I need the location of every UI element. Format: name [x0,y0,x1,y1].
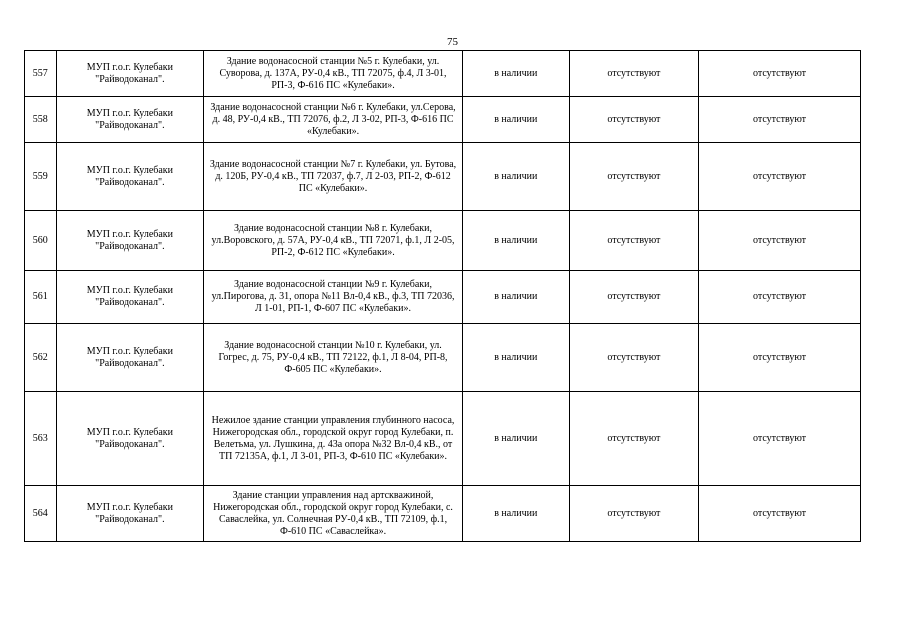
table-row [25,392,861,486]
availability-cell: в наличии [462,392,569,486]
owner-cell: МУП г.о.г. Кулебаки "Райводоканал". [56,486,204,542]
availability-cell: в наличии [462,211,569,271]
object-cell: Здание станции управления над артскважиной, Нижегородская обл., городской округ город Кулебаки, с. Саваслейка, ул. Солнечная РУ-0,4 кВ., ТП 72109, ф.1, Ф-610 ПС «Саваслейка». [204,486,463,542]
status-cell-a: отсутствуют [569,211,698,271]
status-cell-b: отсутствуют [699,271,861,324]
page-number: 75 [447,36,458,48]
availability-cell: в наличии [462,271,569,324]
owner-cell: МУП г.о.г. Кулебаки "Райводоканал". [56,324,204,392]
row-number: 559 [25,143,57,211]
row-number: 557 [25,51,57,97]
table-row [25,97,861,143]
status-cell-b: отсутствуют [699,97,861,143]
table-row [25,211,861,271]
owner-cell: МУП г.о.г. Кулебаки "Райводоканал". [56,271,204,324]
status-cell-b: отсутствуют [699,486,861,542]
availability-cell: в наличии [462,143,569,211]
object-cell: Здание водонасосной станции №10 г. Кулебаки, ул. Гогрес, д. 75, РУ-0,4 кВ., ТП 72122, ф.1, Л 8-04, РП-8, Ф-605 ПС «Кулебаки». [204,324,463,392]
status-cell-b: отсутствуют [699,51,861,97]
table-row [25,143,861,211]
status-cell-a: отсутствуют [569,324,698,392]
row-number: 564 [25,486,57,542]
status-cell-b: отсутствуют [699,211,861,271]
owner-cell: МУП г.о.г. Кулебаки "Райводоканал". [56,143,204,211]
object-cell: Здание водонасосной станции №5 г. Кулебаки, ул. Суворова, д. 137А, РУ-0,4 кВ., ТП 72075, ф.4, Л 3-01, РП-3, Ф-616 ПС «Кулебаки». [204,51,463,97]
table-row [25,271,861,324]
status-cell-a: отсутствуют [569,143,698,211]
availability-cell: в наличии [462,97,569,143]
object-cell: Здание водонасосной станции №6 г. Кулебаки, ул.Серова, д. 48, РУ-0,4 кВ., ТП 72076, ф.2, Л 3-02, РП-3, Ф-616 ПС «Кулебаки». [204,97,463,143]
object-cell: Здание водонасосной станции №9 г. Кулебаки, ул.Пирогова, д. 31, опора №11 Вл-0,4 кВ., ф.3, ТП 72036, Л 1-01, РП-1, Ф-607 ПС «Кулебаки». [204,271,463,324]
status-cell-a: отсутствуют [569,97,698,143]
object-cell: Здание водонасосной станции №8 г. Кулебаки, ул.Воровского, д. 57А, РУ-0,4 кВ., ТП 72071, ф.1, Л 2-05, РП-2, Ф-612 ПС «Кулебаки». [204,211,463,271]
availability-cell: в наличии [462,324,569,392]
row-number: 558 [25,97,57,143]
status-cell-b: отсутствуют [699,143,861,211]
status-cell-a: отсутствуют [569,392,698,486]
status-cell-b: отсутствуют [699,392,861,486]
row-number: 560 [25,211,57,271]
table-row [25,51,861,97]
status-cell-a: отсутствуют [569,271,698,324]
object-cell: Нежилое здание станции управления глубинного насоса, Нижегородская обл., городской округ город Кулебаки, п. Велетьма, ул. Лушкина, д. 43а опора №32 Вл-0,4 кВ., от ТП 72135А, ф.1, Л 3-01, РП-3, Ф-610 ПС «Кулебаки». [204,392,463,486]
object-cell: Здание водонасосной станции №7 г. Кулебаки, ул. Бутова, д. 120Б, РУ-0,4 кВ., ТП 72037, ф.7, Л 2-03, РП-2, Ф-612 ПС «Кулебаки». [204,143,463,211]
row-number: 561 [25,271,57,324]
owner-cell: МУП г.о.г. Кулебаки "Райводоканал". [56,51,204,97]
row-number: 563 [25,392,57,486]
status-cell-a: отсутствуют [569,486,698,542]
availability-cell: в наличии [462,51,569,97]
owner-cell: МУП г.о.г. Кулебаки "Райводоканал". [56,392,204,486]
owner-cell: МУП г.о.г. Кулебаки "Райводоканал". [56,97,204,143]
table-row [25,486,861,542]
table-row [25,324,861,392]
status-cell-a: отсутствуют [569,51,698,97]
row-number: 562 [25,324,57,392]
owner-cell: МУП г.о.г. Кулебаки "Райводоканал". [56,211,204,271]
availability-cell: в наличии [462,486,569,542]
status-cell-b: отсутствуют [699,324,861,392]
registry-table [24,50,861,542]
